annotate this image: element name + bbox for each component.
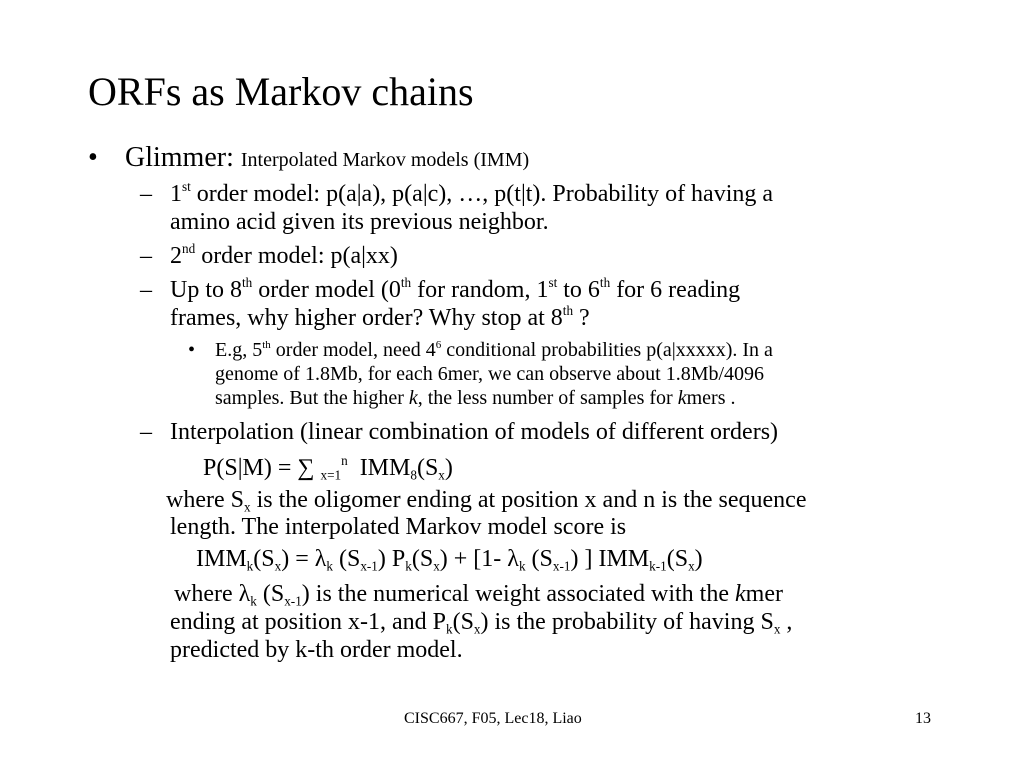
superscript: nd [182,241,196,257]
text: order model (0 [258,277,401,303]
where-weight-line2 [170,608,792,636]
text: ) is the probability of having S [480,609,774,635]
text: where S [166,487,244,513]
text: mer [745,581,783,607]
text: is the oligomer ending at position x and n is the sequence [256,487,807,513]
subscript: x [773,621,781,637]
subscript: k [518,558,526,574]
subscript: 8 [410,467,417,483]
where-weight-line1 [174,580,783,608]
subscript: x=1 [320,467,342,483]
italic-k: k [677,387,687,409]
italic-k: k [735,581,746,607]
text: ? [579,305,590,331]
text: order model: p(a|a), p(a|c), …, p(t|t). Probability of having a [196,181,774,207]
subscript: x [243,499,251,515]
where-oligomer-line1 [166,486,806,514]
text: order model, need 4 [275,339,436,361]
superscript: th [562,303,574,319]
subscript: k [405,558,412,574]
text: , the less number of samples for [417,387,673,409]
text: Up to 8 [170,277,242,303]
text: , [786,609,793,635]
subscript: x-1 [552,558,571,574]
subscript: x [274,558,282,574]
sub-bullet-second-order [170,242,398,270]
sub-bullet-interpolation: Interpolation (linear combination of models of different orders) [170,419,779,445]
text: (S [416,455,439,481]
subscript: k-1 [649,558,667,574]
text: conditional probabilities p(a|xxxxx). In a [446,339,773,361]
dash-marker: – [140,419,152,445]
sub-bullet-up-to-8th [170,276,740,304]
subscript: k [326,558,333,574]
superscript: th [262,338,271,351]
subscript: k [445,621,453,637]
subscript: x-1 [360,558,378,574]
subscript: k [246,558,254,574]
text: IMM [359,455,411,481]
small-bullet-marker: • [188,339,196,361]
text: order model: p(a|xx) [201,243,398,269]
text: P(S|M) = ∑ [203,455,315,481]
text: (S [666,546,689,572]
italic-k: k [408,387,418,409]
text: ) [444,455,453,481]
text: IMM [196,546,247,572]
formula-imm-score [196,545,703,573]
dash-marker: – [140,277,152,303]
subscript: x [473,621,481,637]
text: ending at position x-1, and P [170,609,446,635]
subscript: x-1 [284,593,302,609]
where-oligomer-line2: length. The interpolated Markov model score is [170,514,627,540]
text: frames, why higher order? Why stop at 8 [170,305,563,331]
superscript: th [242,275,253,291]
level3-bullet-line3 [215,386,735,410]
sub-bullet-up-to-8th-line2 [170,304,590,332]
superscript: st [548,275,558,291]
text: (S [262,581,285,607]
text: 1 [170,181,182,207]
text: (S [452,609,474,635]
text: (S [411,546,434,572]
subscript: x [438,467,445,483]
subscript: x [433,558,440,574]
text: ) ] IMM [570,546,650,572]
footer-course: CISC667, F05, Lec18, Liao [404,710,582,727]
sub-bullet-first-order [170,180,773,208]
sub-bullet-first-order-line2: amino acid given its previous neighbor. [170,209,549,235]
text: samples. But the higher [215,387,404,409]
where-weight-line3: predicted by k-th order model. [170,637,463,663]
text: ) [694,546,703,572]
text: (S [531,546,553,572]
dash-marker: – [140,243,152,269]
text: for random, 1 [417,277,549,303]
level3-bullet-line2: genome of 1.8Mb, for each 6mer, we can observe about 1.8Mb/4096 [215,363,765,385]
dash-marker: – [140,181,152,207]
level3-bullet-line1 [215,338,773,362]
text: ) is the numerical weight associated with the [301,581,730,607]
superscript: st [182,179,191,195]
superscript: th [400,275,412,291]
text: to 6 [563,277,600,303]
text: (S [253,546,275,572]
text: ) P [377,546,406,572]
text: ) + [1- λ [439,546,519,572]
formula-p-s-m [203,454,453,482]
bullet-marker: • [88,142,98,173]
page-number: 13 [915,710,931,727]
slide-title: ORFs as Markov chains [88,69,474,114]
superscript: 6 [435,338,442,351]
text: for 6 reading [616,277,741,303]
bullet-glimmer-tail: Interpolated Markov models (IMM) [240,149,530,171]
subscript: x [688,558,695,574]
subscript: k [250,593,257,609]
text: 2 [170,243,182,269]
text: mers . [686,387,736,409]
text: E.g, 5 [215,339,263,361]
text: (S [338,546,361,572]
bullet-glimmer-head: Glimmer: [125,142,234,173]
superscript: n [341,453,348,469]
text: ) = λ [281,546,327,572]
bullet-glimmer [125,141,529,177]
text: where λ [174,581,251,607]
superscript: th [599,275,611,291]
